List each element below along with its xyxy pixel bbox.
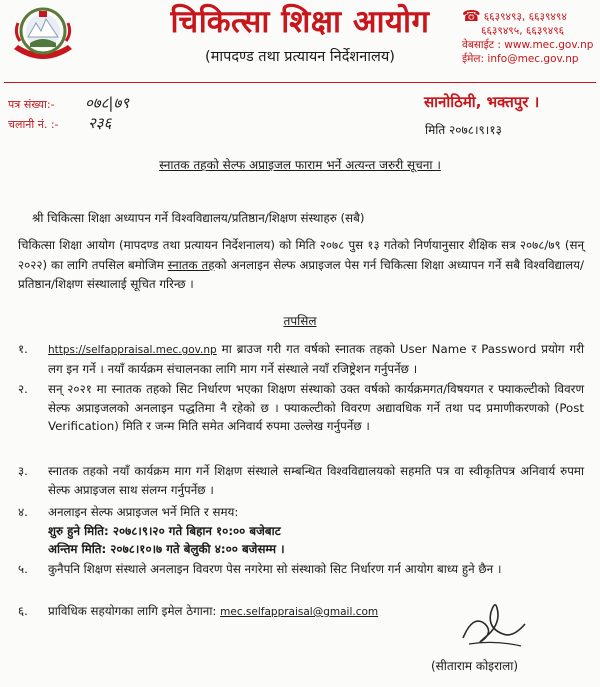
list-item: [18, 380, 584, 436]
item-text: सन् २०२१ मा स्नातक तहको सिट निर्धारण भएका शिक्षण संस्थाको उक्त वर्षको कार्यक्रमगत/विषयगत र फ्याकल्टीको विवरण सेल्फ अप्राइजलको अनलाइन पद्धतिमा नै रहेको छ । फ्याकल्टीको विवरण अद्यावधिक गर्ने तथा पद प्रमाणीकरणको (Post Verification) मिति र जन्म मिति समेत अनिवार्य रुपमा उल्लेख गर्नुपर्नेछ ।: [48, 382, 584, 433]
list-item: [18, 560, 584, 579]
main-paragraph: [18, 236, 584, 295]
phone-line-1: ६६३९४९३, ६६३९४९४: [483, 11, 567, 23]
appraisal-link[interactable]: https://selfappraisal.mec.gov.np: [48, 344, 217, 356]
paragraph-part-1: चिकित्सा शिक्षा आयोग (मापदण्ड तथा प्रत्यायन निर्देशनालय) को मिति २०७८ पुस १३ गतेको निर्णयानुसार शैक्षिक सत्र २०७८/७९ (सन् २०२२) का लागि तपसिल बमोजिम: [18, 238, 584, 272]
start-date: शुरु हुने मिति: २०७८।९।२० गते बिहान १०:०० बजेबाट: [48, 523, 281, 538]
item-number: ४.: [18, 505, 28, 519]
patra-label: पत्र संख्या:-: [8, 98, 55, 111]
website[interactable]: वेबसाईट : www.mec.gov.np: [462, 39, 594, 51]
item-text: स्नातक तहको नयाँ कार्यक्रम माग गर्ने शिक्षण संस्थाले सम्बन्धित विश्वविद्यालयको सहमति पत्र वा स्वीकृतिपत्र अनिवार्य रुपमा सेल्फ अप्राइजल साथ संलग्न गर्नुपर्नेछ ।: [48, 464, 584, 497]
place: सानोठिमी, भक्तपुर ।: [424, 93, 540, 111]
phone-line-2: ६६३९४९५, ६६३९४९६: [481, 25, 565, 37]
support-email-link[interactable]: mec.selfappraisal@gmail.com: [220, 606, 379, 618]
item-number: ३.: [18, 464, 28, 478]
phone-row-1: [462, 9, 593, 24]
signer-name: (सीताराम कोइराला): [431, 659, 519, 673]
item-text: प्राविधिक सहयोगका लागि इमेल ठेगाना:: [48, 604, 221, 618]
phone-icon: ☎: [462, 7, 481, 25]
list-item: [18, 503, 584, 559]
item-text: कुनैपनि शिक्षण संस्थाले अनलाइन विवरण पेस नगरेमा सो संस्थाको सिट निर्धारण गर्न आयोग बाध्य हुने छैन ।: [48, 562, 502, 576]
details-heading: तपसिल: [283, 314, 317, 328]
signature-icon: [455, 594, 535, 654]
email[interactable]: ईमेल: info@mec.gov.np: [462, 53, 579, 65]
subject: स्नातक तहको सेल्फ अप्राइजल फाराम भर्ने अत्यन्त जरुरी सूचना ।: [159, 158, 441, 172]
patra-value: ०७८|७९: [85, 94, 130, 112]
chalani-value: २३६: [88, 114, 112, 132]
item-number: १.: [18, 342, 28, 356]
item-number: ६.: [18, 604, 28, 618]
addressee: श्री चिकित्सा शिक्षा अध्यापन गर्ने विश्वविद्यालय/प्रतिष्ठान/शिक्षण संस्थाहरु (सबै): [32, 211, 365, 225]
contact-block: [462, 9, 593, 66]
org-subtitle: (मापदण्ड तथा प्रत्यायन निर्देशनालय): [205, 49, 395, 65]
item-number: २.: [18, 382, 28, 396]
header-divider: [4, 82, 596, 83]
date: मिति २०७८।९।१३: [425, 123, 502, 137]
chalani-label: चलानी नं. :-: [8, 118, 59, 131]
paragraph-underlined: स्नातक तह: [167, 257, 215, 272]
phone-row-2: [462, 24, 593, 38]
list-item: [18, 340, 584, 378]
item-text: मा ब्राउज गरी गत वर्षको स्नातक तहको User Name र Password प्रयोग गरी लग इन गर्ने । नयाँ कार्यक्रम संचालनका लागि माग गर्ने संस्थाले नयाँ रजिष्ट्रेशन गर्नुपर्नेछ ।: [48, 342, 584, 376]
end-date: अन्तिम मिति: २०७८।१०।७ गते बेलुकी ४:०० बजेसम्म ।: [48, 542, 285, 556]
list-item: [18, 462, 584, 499]
item-text: अनलाइन सेल्फ अप्राइजल भर्ने मिति र समय:: [48, 505, 239, 519]
org-name: चिकित्सा शिक्षा आयोग: [170, 4, 430, 40]
paragraph-part-2: को अनलाइन सेल्फ अप्राइजल पेस गर्न चिकित्सा शिक्षा अध्यापन गर्ने सबै विश्वविद्यालय/प्रतिष्ठान/शिक्षण संस्थालाई सूचित गरिन्छ ।: [18, 257, 584, 291]
item-number: ५.: [18, 562, 28, 576]
